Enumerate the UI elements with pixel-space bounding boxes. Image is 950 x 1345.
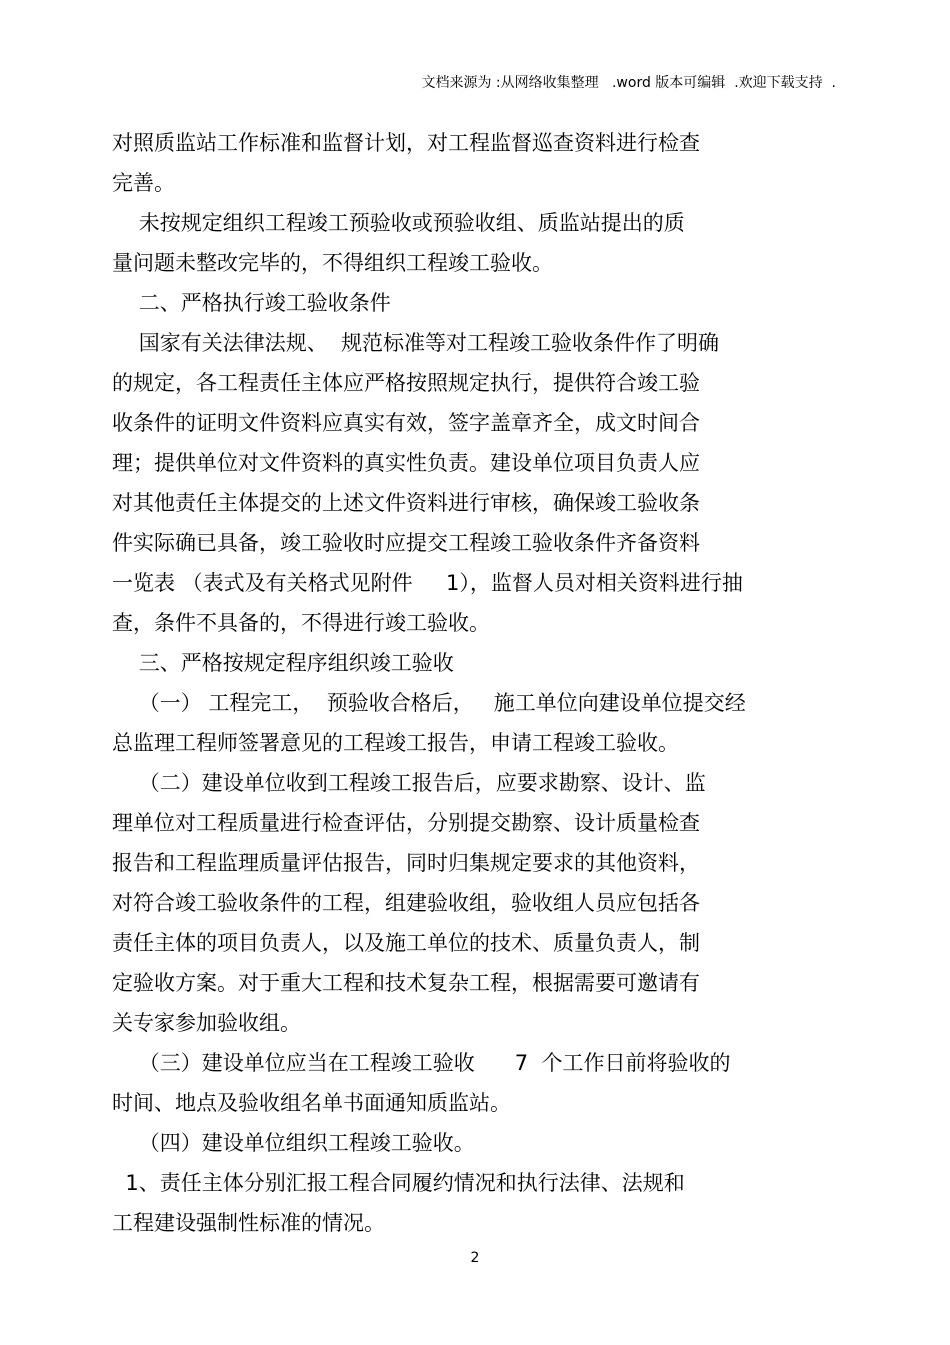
- text-line: 国家有关法律法规、 规范标准等对工程竣工验收条件作了明确: [112, 331, 720, 355]
- text-line: 查，条件不具备的，不得进行竣工验收。: [112, 611, 490, 635]
- text-line: 二、严格执行竣工验收条件: [112, 291, 391, 315]
- text-line: 量问题未整改完毕的，不得组织工程竣工验收。: [112, 251, 553, 275]
- text-line: 未按规定组织工程竣工预验收或预验收组、质监站提出的质: [112, 211, 685, 235]
- text-line: （二）建设单位收到工程竣工报告后，应要求勘察、设计、监: [112, 771, 706, 795]
- text-line: 一览表 （表式及有关格式见附件 1），监督人员对相关资料进行抽: [112, 571, 743, 595]
- text-line: 总监理工程师签署意见的工程竣工报告，申请工程竣工验收。: [112, 731, 679, 755]
- text-line: 报告和工程监理质量评估报告，同时归集规定要求的其他资料，: [112, 851, 700, 875]
- text-line: 完善。: [112, 171, 175, 195]
- text-line: 关专家参加验收组。: [112, 1011, 301, 1035]
- text-line: 对符合竣工验收条件的工程，组建验收组，验收组人员应包括各: [112, 891, 700, 915]
- page-header: 文档来源为 :从网络收集整理 .word 版本可编辑 .欢迎下载支持 .: [421, 75, 836, 91]
- text-line: 工程建设强制性标准的情况。: [112, 1211, 385, 1235]
- text-line: 对照质监站工作标准和监督计划，对工程监督巡查资料进行检查: [112, 131, 700, 155]
- text-line: （三）建设单位应当在工程竣工验收 7 个工作日前将验收的: [112, 1051, 731, 1075]
- text-line: 对其他责任主体提交的上述文件资料进行审核，确保竣工验收条: [112, 491, 700, 515]
- text-line: 时间、地点及验收组名单书面通知质监站。: [112, 1091, 511, 1115]
- page-number: 2: [470, 1250, 480, 1266]
- text-line: 的规定，各工程责任主体应严格按照规定执行，提供符合竣工验: [112, 371, 700, 395]
- text-line: 责任主体的项目负责人，以及施工单位的技术、质量负责人，制: [112, 931, 700, 955]
- text-line: 1、责任主体分别汇报工程合同履约情况和执行法律、法规和: [112, 1171, 685, 1195]
- text-line: （一） 工程完工， 预验收合格后， 施工单位向建设单位提交经: [112, 691, 746, 715]
- text-line: 三、严格按规定程序组织竣工验收: [112, 651, 454, 675]
- text-line: 件实际确已具备，竣工验收时应提交工程竣工验收条件齐备资料: [112, 531, 700, 555]
- text-line: 收条件的证明文件资料应真实有效，签字盖章齐全，成文时间合: [112, 411, 700, 435]
- text-line: 定验收方案。对于重大工程和技术复杂工程，根据需要可邀请有: [112, 971, 700, 995]
- text-line: （四）建设单位组织工程竣工验收。: [112, 1131, 475, 1155]
- text-line: 理；提供单位对文件资料的真实性负责。建设单位项目负责人应: [112, 451, 700, 475]
- text-line: 理单位对工程质量进行检查评估，分别提交勘察、设计质量检查: [112, 811, 700, 835]
